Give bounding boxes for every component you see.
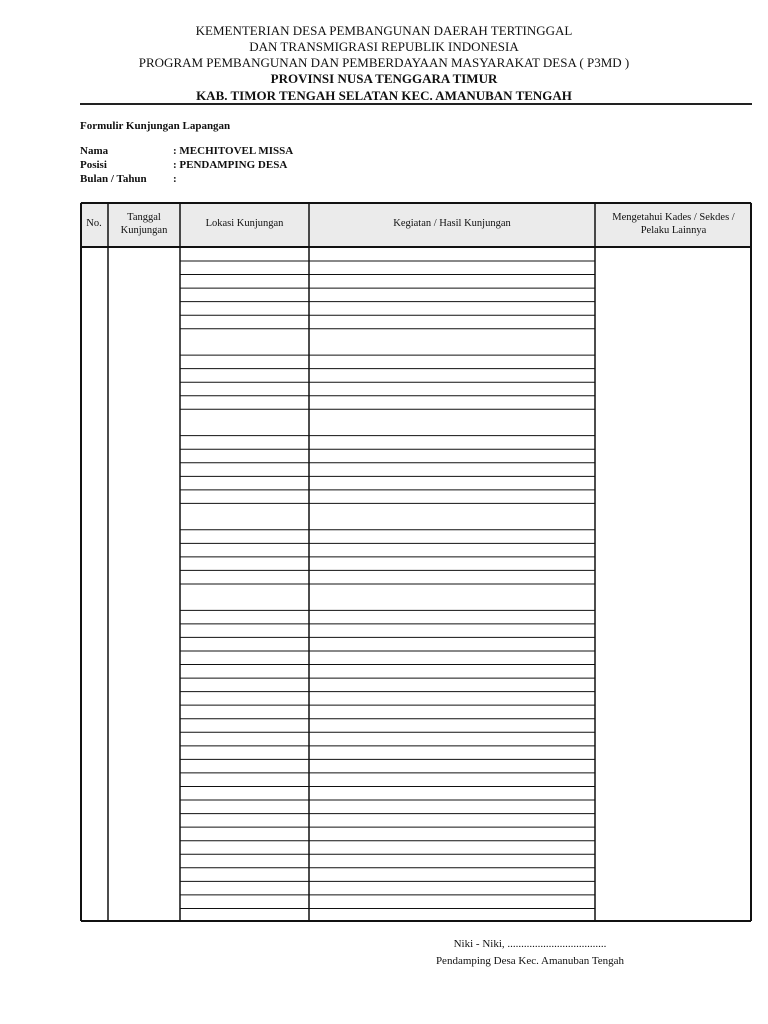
header-program-line: PROGRAM PEMBANGUNAN DAN PEMBERDAYAAN MASYARAKAT DESA ( P3MD ) xyxy=(138,55,630,70)
field-label-nama: Nama xyxy=(80,145,109,157)
header-divider xyxy=(80,103,752,105)
field-posisi xyxy=(80,159,287,171)
header-mengetahui-line1: Mengetahui Kades / Sekdes / xyxy=(612,212,735,223)
header-ministry-line1: KEMENTERIAN DESA PEMBANGUNAN DAERAH TERTINGGAL xyxy=(195,23,573,38)
visit-table xyxy=(80,202,752,922)
field-nama xyxy=(80,145,293,157)
header-no: No. xyxy=(86,218,102,229)
field-label-bulan-tahun: Bulan / Tahun xyxy=(80,173,147,185)
signature-block xyxy=(380,936,680,970)
header-tanggal-line2: Kunjungan xyxy=(120,225,168,236)
signature-role: Pendamping Desa Kec. Amanuban Tengah xyxy=(435,955,625,967)
field-bulan-tahun xyxy=(80,173,177,185)
header-ministry-line2: DAN TRANSMIGRASI REPUBLIK INDONESIA xyxy=(249,39,519,54)
field-value-bulan-tahun: : xyxy=(173,173,177,185)
visit-table-grid xyxy=(80,202,752,922)
field-value-nama: : MECHITOVEL MISSA xyxy=(173,145,294,157)
header-kegiatan: Kegiatan / Hasil Kunjungan xyxy=(393,218,511,229)
header-lokasi: Lokasi Kunjungan xyxy=(205,218,284,229)
signature-place-date: Niki - Niki, .................................... xyxy=(453,938,607,950)
header-province-line: PROVINSI NUSA TENGGARA TIMUR xyxy=(270,71,498,86)
header-tanggal-line1: Tanggal xyxy=(127,212,161,223)
field-label-posisi: Posisi xyxy=(80,159,107,171)
field-value-posisi: : PENDAMPING DESA xyxy=(173,159,288,171)
header-regency-line: KAB. TIMOR TENGAH SELATAN KEC. AMANUBAN TENGAH xyxy=(196,88,572,103)
header-mengetahui-line2: Pelaku Lainnya xyxy=(640,225,707,236)
form-title: Formulir Kunjungan Lapangan xyxy=(80,120,231,132)
